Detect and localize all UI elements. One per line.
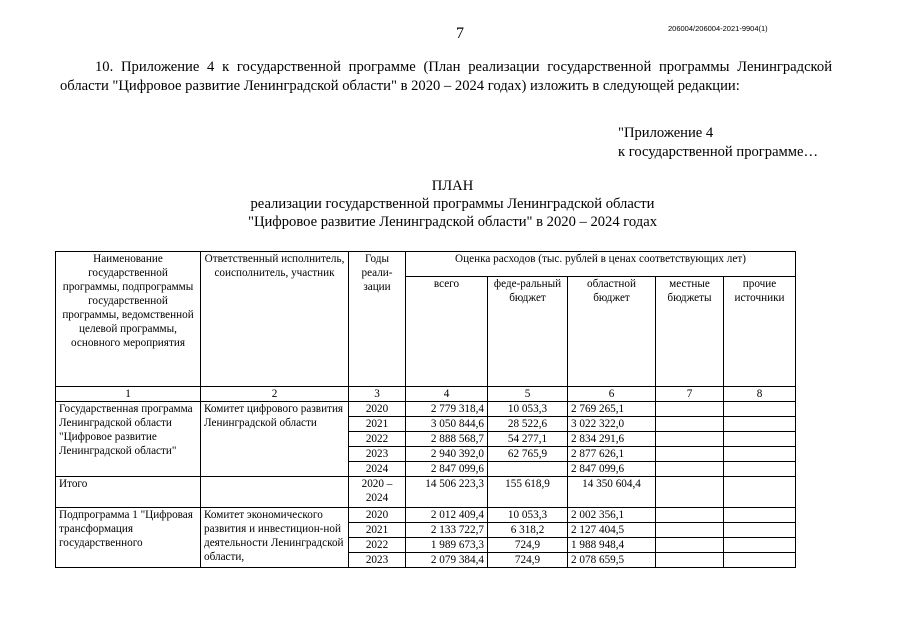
local-cell (656, 553, 724, 568)
header-name: Наименование государственной программы, подпрограммы государственной программы, ведомственной целевой программы, основного мероприятия (56, 252, 201, 387)
federal-cell: 724,9 (488, 538, 568, 553)
regional-cell: 2 877 626,1 (568, 447, 656, 462)
year-cell: 2020 – 2024 (349, 477, 406, 508)
total-cell: 1 989 673,3 (406, 538, 488, 553)
year-cell: 2021 (349, 417, 406, 432)
total-cell: 2 779 318,4 (406, 402, 488, 417)
column-number: 5 (488, 387, 568, 402)
other-cell (724, 462, 796, 477)
header-total: всего (406, 277, 488, 387)
total-cell: 2 012 409,4 (406, 508, 488, 523)
page-number: 7 (456, 25, 464, 42)
header-regional: областной бюджет (568, 277, 656, 387)
program-executor: Комитет цифрового развития Ленинградской области (201, 402, 349, 477)
federal-cell: 10 053,3 (488, 508, 568, 523)
regional-cell: 2 834 291,6 (568, 432, 656, 447)
local-cell (656, 417, 724, 432)
table-row (56, 508, 796, 523)
column-number: 8 (724, 387, 796, 402)
header-local: местные бюджеты (656, 277, 724, 387)
federal-cell: 54 277,1 (488, 432, 568, 447)
local-cell (656, 477, 724, 508)
federal-cell: 6 318,2 (488, 523, 568, 538)
table-row (56, 402, 796, 417)
local-cell (656, 432, 724, 447)
regional-cell: 1 988 948,4 (568, 538, 656, 553)
local-cell (656, 462, 724, 477)
document-id: 206004/206004-2021-9904(1) (668, 24, 768, 33)
federal-cell: 10 053,3 (488, 402, 568, 417)
local-cell (656, 447, 724, 462)
plan-title-line-2: реализации государственной программы Ленинградской области (250, 196, 655, 212)
total-label: Итого (56, 477, 201, 508)
year-cell: 2023 (349, 447, 406, 462)
plan-title (0, 177, 905, 231)
header-other: прочие источники (724, 277, 796, 387)
header-estimate: Оценка расходов (тыс. рублей в ценах соответствующих лет) (406, 252, 796, 277)
regional-cell: 2 127 404,5 (568, 523, 656, 538)
column-number: 2 (201, 387, 349, 402)
regional-cell: 2 002 356,1 (568, 508, 656, 523)
local-cell (656, 538, 724, 553)
other-cell (724, 417, 796, 432)
regional-cell: 3 022 322,0 (568, 417, 656, 432)
subprogram-executor: Комитет экономического развития и инвестицион-ной деятельности Ленинградской области, (201, 508, 349, 568)
federal-cell: 28 522,6 (488, 417, 568, 432)
amendment-paragraph: 10. Приложение 4 к государственной программе (План реализации государственной программы Ленинградской области "Цифровое развитие Ленинградской области" в 2020 – 2024 годах) изложить в следующей редакции: (60, 59, 832, 94)
subprogram-name: Подпрограмма 1 "Цифровая трансформация государственного (56, 508, 201, 568)
local-cell (656, 523, 724, 538)
regional-cell: 2 769 265,1 (568, 402, 656, 417)
plan-table (55, 251, 796, 568)
regional-cell: 14 350 604,4 (568, 477, 656, 508)
total-cell: 2 133 722,7 (406, 523, 488, 538)
total-cell: 2 940 392,0 (406, 447, 488, 462)
appendix-line-1: "Приложение 4 (618, 125, 714, 141)
regional-cell: 2 847 099,6 (568, 462, 656, 477)
total-cell: 2 079 384,4 (406, 553, 488, 568)
total-row (56, 477, 796, 508)
total-executor-cell (201, 477, 349, 508)
column-number: 6 (568, 387, 656, 402)
year-cell: 2022 (349, 432, 406, 447)
federal-cell: 62 765,9 (488, 447, 568, 462)
other-cell (724, 508, 796, 523)
header-executor: Ответственный исполнитель, соисполнитель, участник (201, 252, 349, 387)
program-name: Государственная программа Ленинградской области "Цифровое развитие Ленинградской области" (56, 402, 201, 477)
column-number: 3 (349, 387, 406, 402)
other-cell (724, 402, 796, 417)
plan-title-line-3: "Цифровое развитие Ленинградской области" в 2020 – 2024 годах (247, 214, 658, 230)
federal-cell (488, 462, 568, 477)
year-cell: 2023 (349, 553, 406, 568)
year-cell: 2022 (349, 538, 406, 553)
header-federal: феде-ральный бюджет (488, 277, 568, 387)
other-cell (724, 538, 796, 553)
year-cell: 2020 (349, 508, 406, 523)
plan-title-line-1: ПЛАН (431, 178, 474, 194)
appendix-reference (618, 124, 818, 162)
column-number: 7 (656, 387, 724, 402)
year-cell: 2024 (349, 462, 406, 477)
total-cell: 3 050 844,6 (406, 417, 488, 432)
other-cell (724, 432, 796, 447)
total-cell: 14 506 223,3 (406, 477, 488, 508)
federal-cell: 155 618,9 (488, 477, 568, 508)
column-number: 4 (406, 387, 488, 402)
other-cell (724, 477, 796, 508)
other-cell (724, 447, 796, 462)
year-cell: 2020 (349, 402, 406, 417)
total-cell: 2 847 099,6 (406, 462, 488, 477)
other-cell (724, 523, 796, 538)
year-cell: 2021 (349, 523, 406, 538)
header-years: Годы реали-зации (349, 252, 406, 387)
appendix-line-2: к государственной программе… (618, 144, 819, 160)
local-cell (656, 508, 724, 523)
other-cell (724, 553, 796, 568)
total-cell: 2 888 568,7 (406, 432, 488, 447)
column-number: 1 (56, 387, 201, 402)
federal-cell: 724,9 (488, 553, 568, 568)
local-cell (656, 402, 724, 417)
regional-cell: 2 078 659,5 (568, 553, 656, 568)
